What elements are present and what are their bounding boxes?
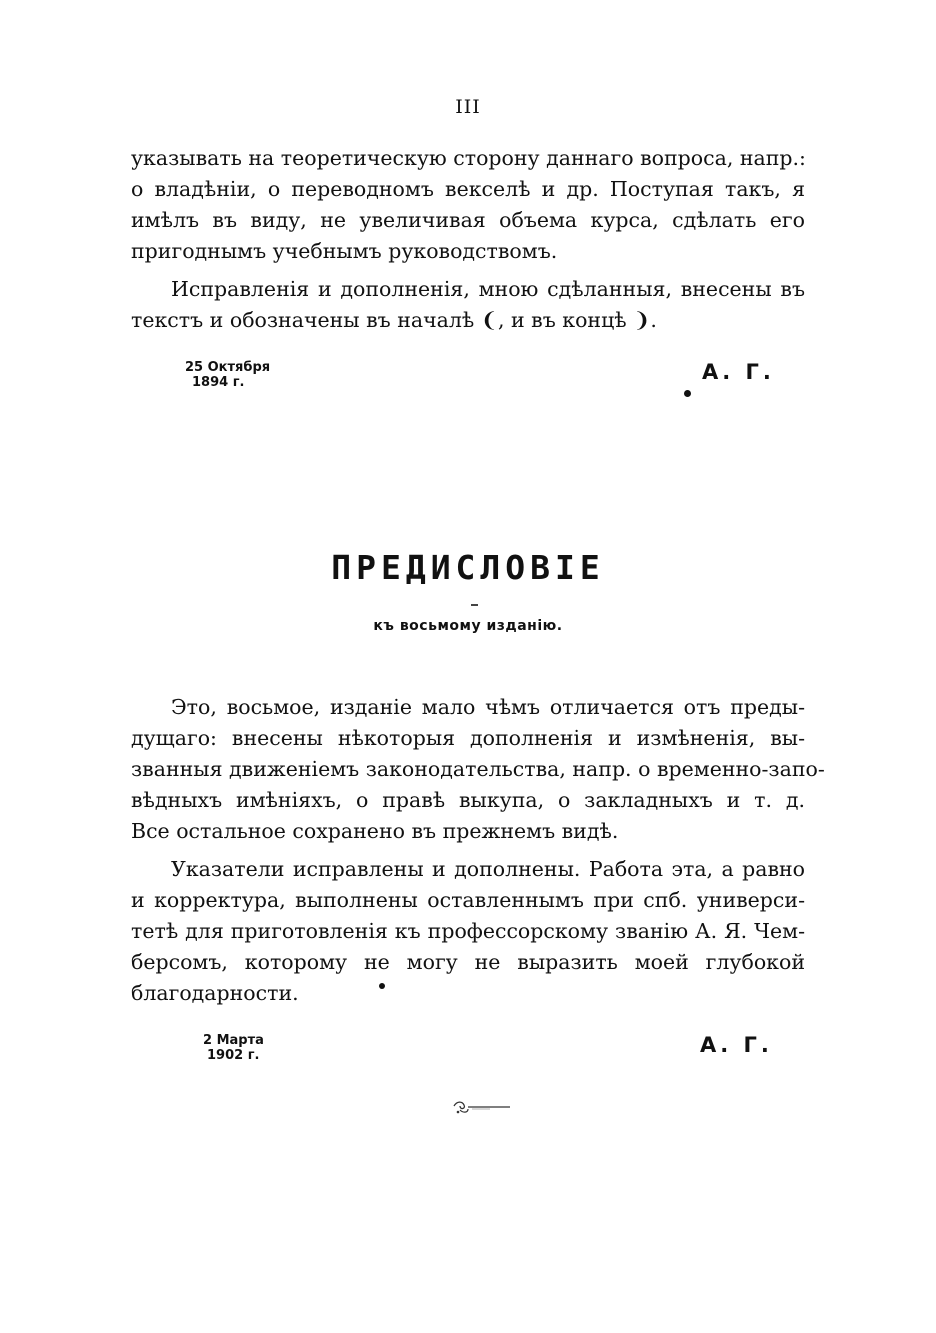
text-line: текстъ и обозначены въ началѣ ❨, и въ концѣ ❩. bbox=[131, 308, 657, 332]
text-line: званныя движеніемъ законодательства, напр. о временно-запо- bbox=[131, 757, 825, 781]
page-number: III bbox=[455, 96, 481, 118]
text-line: Исправленія и дополненія, мною сдѣланныя, внесены въ bbox=[171, 277, 805, 301]
ink-dot bbox=[684, 390, 691, 397]
text-line: указывать на теоретическую сторону даннаго вопроса, напр.: bbox=[131, 146, 806, 170]
text-line: Все остальное сохранено въ прежнемъ видѣ. bbox=[131, 819, 619, 843]
date-line: 2 Марта bbox=[203, 1033, 264, 1048]
text-line: имѣлъ въ виду, не увеличивая объема курса, сдѣлать его bbox=[131, 208, 805, 232]
date-1894 bbox=[185, 360, 270, 390]
text-line: Указатели исправлены и дополнены. Работа эта, а равно bbox=[171, 857, 805, 881]
text-line: вѣдныхъ имѣніяхъ, о правѣ выкупа, о закладныхъ и т. д. bbox=[131, 788, 805, 812]
text-line: тетѣ для приготовленія къ профессорскому званію А. Я. Чем- bbox=[131, 919, 805, 943]
text-line: о владѣніи, о переводномъ векселѣ и др. Поступая такъ, я bbox=[131, 177, 805, 201]
text-line: дущаго: внесены нѣкоторыя дополненія и измѣненія, вы- bbox=[131, 726, 805, 750]
date-line: 25 Октября bbox=[185, 360, 271, 375]
ornament-flourish-icon bbox=[450, 1097, 512, 1119]
heading-dash bbox=[471, 604, 478, 606]
ink-dot bbox=[379, 983, 385, 989]
date-line: 1902 г. bbox=[207, 1048, 260, 1063]
preface-body bbox=[131, 692, 825, 1009]
date-1902 bbox=[203, 1033, 264, 1063]
text-line: берсомъ, которому не могу не выразить моей глубокой bbox=[131, 950, 805, 974]
text-line: и корректура, выполнены оставленнымъ при спб. универси- bbox=[131, 888, 805, 912]
text-line: Это, восьмое, изданіе мало чѣмъ отличается отъ преды- bbox=[171, 695, 805, 719]
preface-title: ПРЕДИСЛОВІЕ bbox=[331, 548, 605, 587]
text-line: пригоднымъ учебнымъ руководствомъ. bbox=[131, 239, 558, 263]
date-line: 1894 г. bbox=[192, 375, 245, 390]
signature-initials: А. Г. bbox=[700, 1033, 773, 1057]
text-line: благодарности. bbox=[131, 981, 299, 1005]
preface-subtitle: къ восьмому изданію. bbox=[373, 618, 563, 634]
continuation-text bbox=[131, 143, 805, 336]
signature-initials: А. Г. bbox=[702, 360, 775, 384]
